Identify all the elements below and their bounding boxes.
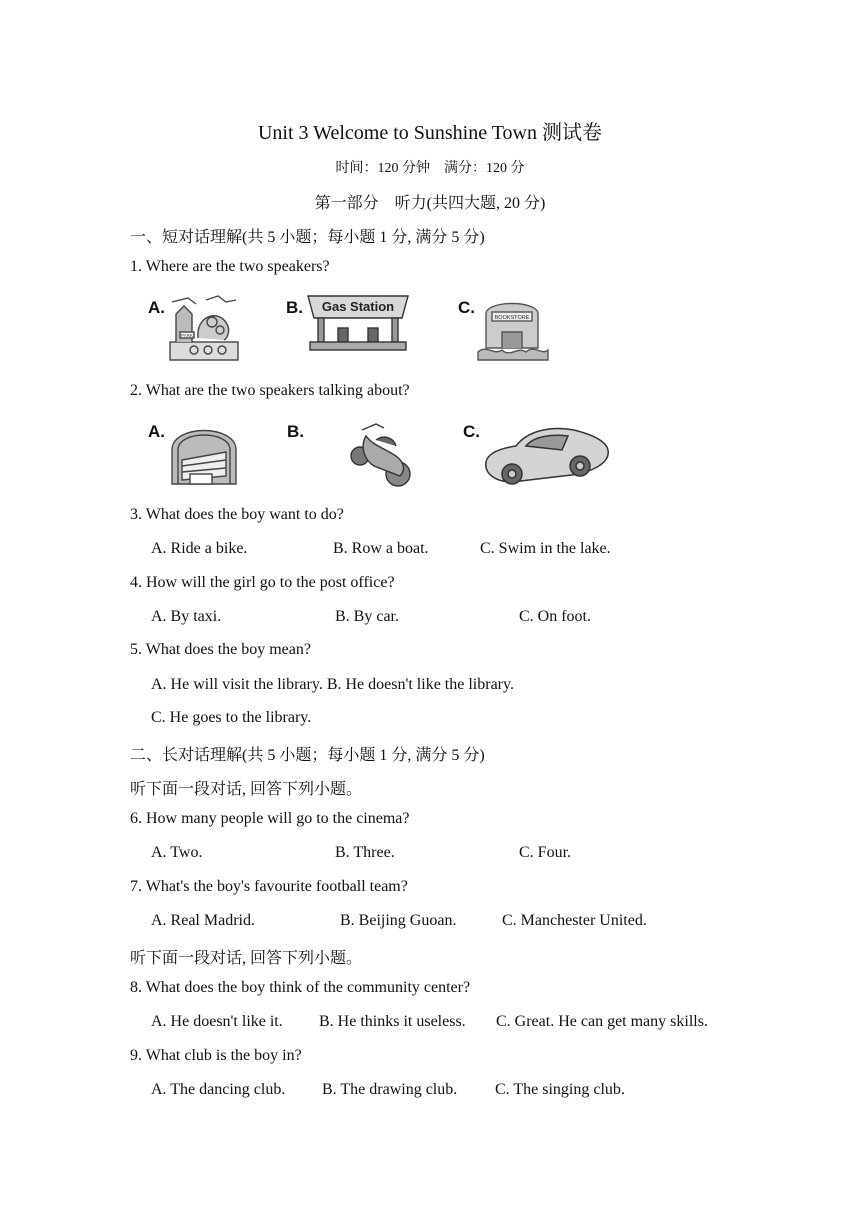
q2-option-a-letter: A. (148, 422, 165, 441)
q8-option-b: B. He thinks it useless. (319, 1013, 466, 1030)
section1-heading: 一、短对话理解(共 5 小题；每小题 1 分, 满分 5 分) (130, 229, 485, 246)
gas-station-sign: Gas Station (321, 299, 395, 314)
question-3: 3. What does the boy want to do? (130, 506, 344, 523)
gas-station-picture (304, 292, 412, 354)
q9-option-b: B. The drawing club. (322, 1081, 458, 1098)
question-5: 5. What does the boy mean? (130, 641, 311, 658)
q7-option-a: A. Real Madrid. (151, 912, 255, 929)
question-6: 6. How many people will go to the cinema? (130, 810, 410, 827)
q6-option-c: C. Four. (519, 844, 572, 861)
q1-option-a-letter: A. (148, 298, 165, 317)
q9-option-a: A. The dancing club. (151, 1081, 286, 1098)
question-1: 1. Where are the two speakers? (130, 258, 330, 275)
q4-option-c: C. On foot. (519, 608, 591, 625)
q6-option-b: B. Three. (335, 844, 395, 861)
q7-option-b: B. Beijing Guoan. (340, 912, 457, 929)
exam-meta: 时间：120 分钟 满分：120 分 (335, 161, 525, 176)
page-title: Unit 3 Welcome to Sunshine Town 测试卷 (257, 122, 602, 144)
section2-heading: 二、长对话理解(共 5 小题；每小题 1 分, 满分 5 分) (130, 747, 485, 764)
svg-text:BOOKSTORE: BOOKSTORE (494, 315, 530, 321)
q7-option-c: C. Manchester United. (502, 912, 647, 929)
q2-option-c-letter: C. (463, 422, 480, 441)
question-2: 2. What are the two speakers talking about? (130, 382, 410, 399)
q8-option-a: A. He doesn't like it. (151, 1013, 283, 1030)
q3-option-c: C. Swim in the lake. (480, 540, 611, 557)
q3-option-b: B. Row a boat. (333, 540, 429, 557)
q5-option-ab: A. He will visit the library. B. He doesn't like the library. (151, 676, 514, 693)
q6-option-a: A. Two. (151, 844, 203, 861)
question-4: 4. How will the girl go to the post office? (130, 574, 395, 591)
motorbike-picture (346, 416, 412, 490)
part-heading: 第一部分 听力(共四大题, 20 分) (314, 195, 546, 212)
question-7: 7. What's the boy's favourite football team? (130, 878, 408, 895)
question-8: 8. What does the boy think of the community center? (130, 979, 471, 996)
subway-train-picture (168, 416, 240, 488)
park-picture (166, 292, 242, 364)
section2-instruction-2: 听下面一段对话, 回答下列小题。 (130, 950, 363, 967)
q8-option-c: C. Great. He can get many skills. (496, 1013, 708, 1030)
car-picture (482, 416, 612, 490)
q2-option-b-letter: B. (287, 422, 304, 441)
bookstore-picture (476, 294, 550, 364)
q4-option-a: A. By taxi. (151, 608, 222, 625)
question-9: 9. What club is the boy in? (130, 1047, 302, 1064)
q1-option-b-letter: B. (286, 298, 303, 317)
q1-option-c-letter: C. (458, 298, 475, 317)
q5-option-c: C. He goes to the library. (151, 709, 312, 726)
q3-option-a: A. Ride a bike. (151, 540, 248, 557)
section2-instruction-1: 听下面一段对话, 回答下列小题。 (130, 781, 363, 798)
q4-option-b: B. By car. (335, 608, 399, 625)
svg-text:PARK: PARK (181, 333, 193, 338)
q9-option-c: C. The singing club. (495, 1081, 625, 1098)
